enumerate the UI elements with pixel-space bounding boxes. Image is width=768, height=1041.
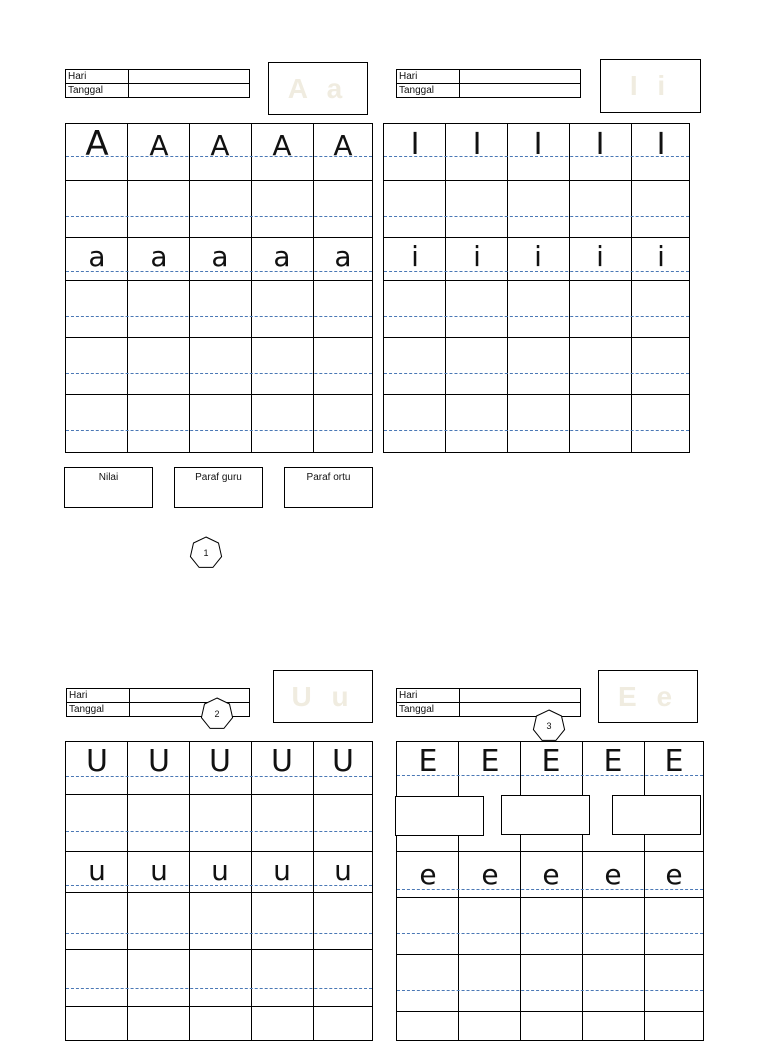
uppercase-letter: U xyxy=(86,744,108,779)
handwriting-grid-ii xyxy=(383,123,690,453)
day-label: Hari xyxy=(397,689,460,702)
uppercase-letter: U xyxy=(271,744,293,779)
grid-row-line xyxy=(66,949,372,950)
lowercase-letter: i xyxy=(473,240,481,273)
grid-row-line xyxy=(66,180,372,181)
day-field[interactable] xyxy=(129,70,249,83)
guide-line xyxy=(384,216,689,217)
blank-box[interactable] xyxy=(612,795,701,835)
day-field[interactable] xyxy=(460,689,580,702)
grid-row-line xyxy=(66,237,372,238)
grid-row-line xyxy=(397,897,703,898)
grid-row-line xyxy=(66,337,372,338)
uppercase-letter: I xyxy=(472,127,482,162)
lowercase-letter: a xyxy=(334,240,352,273)
date-label: Tanggal xyxy=(66,84,129,97)
uppercase-letter: A xyxy=(210,129,230,162)
guide-line xyxy=(66,831,372,832)
uppercase-letter: E xyxy=(603,744,623,779)
date-label: Tanggal xyxy=(397,703,460,716)
guide-line xyxy=(397,933,703,934)
blank-box[interactable] xyxy=(395,796,484,836)
lowercase-letter: i xyxy=(411,240,419,273)
uppercase-letter: E xyxy=(480,744,500,779)
guide-line xyxy=(384,316,689,317)
grid-row-line xyxy=(66,394,372,395)
grid-row-line xyxy=(397,851,703,852)
letter-banner-aa: A a xyxy=(268,62,368,115)
grid-row-line xyxy=(384,237,689,238)
guide-line xyxy=(66,316,372,317)
grid-row-line xyxy=(66,851,372,852)
uppercase-letter: I xyxy=(656,127,666,162)
guide-line xyxy=(66,933,372,934)
lowercase-letter: i xyxy=(596,240,604,273)
grid-row-line xyxy=(384,280,689,281)
handwriting-grid-ee xyxy=(396,741,704,1041)
lowercase-letter: e xyxy=(481,858,499,891)
uppercase-letter: A xyxy=(272,129,292,162)
info-table-ii xyxy=(396,69,581,98)
guide-line xyxy=(397,990,703,991)
uppercase-letter: U xyxy=(332,744,354,779)
date-label: Tanggal xyxy=(397,84,460,97)
letter-banner-ii: I i xyxy=(600,59,701,113)
guide-line xyxy=(66,373,372,374)
date-field[interactable] xyxy=(460,84,580,97)
letter-banner-ee: E e xyxy=(598,670,698,723)
page-number: 3 xyxy=(546,721,552,731)
day-label: Hari xyxy=(397,70,460,83)
date-field[interactable] xyxy=(129,84,249,97)
uppercase-letter: U xyxy=(148,744,170,779)
uppercase-letter: E xyxy=(418,744,438,779)
info-row-day xyxy=(66,70,249,83)
uppercase-letter: E xyxy=(541,744,561,779)
guide-line xyxy=(66,988,372,989)
grid-row-line xyxy=(66,280,372,281)
guide-line xyxy=(66,430,372,431)
info-row-date xyxy=(397,83,580,97)
teacher-signature-box[interactable]: Paraf guru xyxy=(174,467,263,508)
day-label: Hari xyxy=(66,70,129,83)
lowercase-letter: u xyxy=(150,854,168,887)
page-number-badge xyxy=(532,709,566,743)
uppercase-letter: E xyxy=(664,744,684,779)
handwriting-grid-uu xyxy=(65,741,373,1041)
parent-signature-box[interactable]: Paraf ortu xyxy=(284,467,373,508)
info-row-day xyxy=(397,70,580,83)
lowercase-letter: e xyxy=(419,858,437,891)
day-field[interactable] xyxy=(460,70,580,83)
grid-row-line xyxy=(66,892,372,893)
uppercase-letter: U xyxy=(209,744,231,779)
lowercase-letter: e xyxy=(542,858,560,891)
grid-row-line xyxy=(384,180,689,181)
page-number: 1 xyxy=(203,548,209,558)
uppercase-letter: A xyxy=(333,129,353,162)
blank-box[interactable] xyxy=(501,795,590,835)
grid-row-line xyxy=(66,794,372,795)
lowercase-letter: i xyxy=(657,240,665,273)
lowercase-letter: u xyxy=(88,854,106,887)
lowercase-letter: a xyxy=(273,240,291,273)
lowercase-letter: e xyxy=(665,858,683,891)
lowercase-letter: i xyxy=(534,240,542,273)
day-label: Hari xyxy=(67,689,130,702)
guide-line xyxy=(66,216,372,217)
guide-line xyxy=(384,373,689,374)
lowercase-letter: u xyxy=(211,854,229,887)
uppercase-letter: I xyxy=(533,127,543,162)
page-number-badge xyxy=(200,697,234,731)
lowercase-letter: a xyxy=(150,240,168,273)
lowercase-letter: e xyxy=(604,858,622,891)
info-table-aa xyxy=(65,69,250,98)
lowercase-letter: a xyxy=(88,240,106,273)
date-label: Tanggal xyxy=(67,703,130,716)
letter-banner-uu: U u xyxy=(273,670,373,723)
lowercase-letter: u xyxy=(273,854,291,887)
page-number-badge xyxy=(189,536,223,570)
grid-row-line xyxy=(397,1011,703,1012)
uppercase-letter: A xyxy=(149,129,169,162)
grid-row-line xyxy=(384,337,689,338)
uppercase-letter: I xyxy=(410,127,420,162)
handwriting-grid-aa xyxy=(65,123,373,453)
grade-box[interactable]: Nilai xyxy=(64,467,153,508)
grid-row-line xyxy=(397,954,703,955)
uppercase-letter: I xyxy=(595,127,605,162)
page-number: 2 xyxy=(214,709,220,719)
info-row-day xyxy=(397,689,580,702)
lowercase-letter: u xyxy=(334,854,352,887)
lowercase-letter: a xyxy=(211,240,229,273)
uppercase-letter: A xyxy=(85,124,109,164)
info-row-date xyxy=(66,83,249,97)
guide-line xyxy=(384,430,689,431)
grid-row-line xyxy=(66,1006,372,1007)
grid-row-line xyxy=(384,394,689,395)
